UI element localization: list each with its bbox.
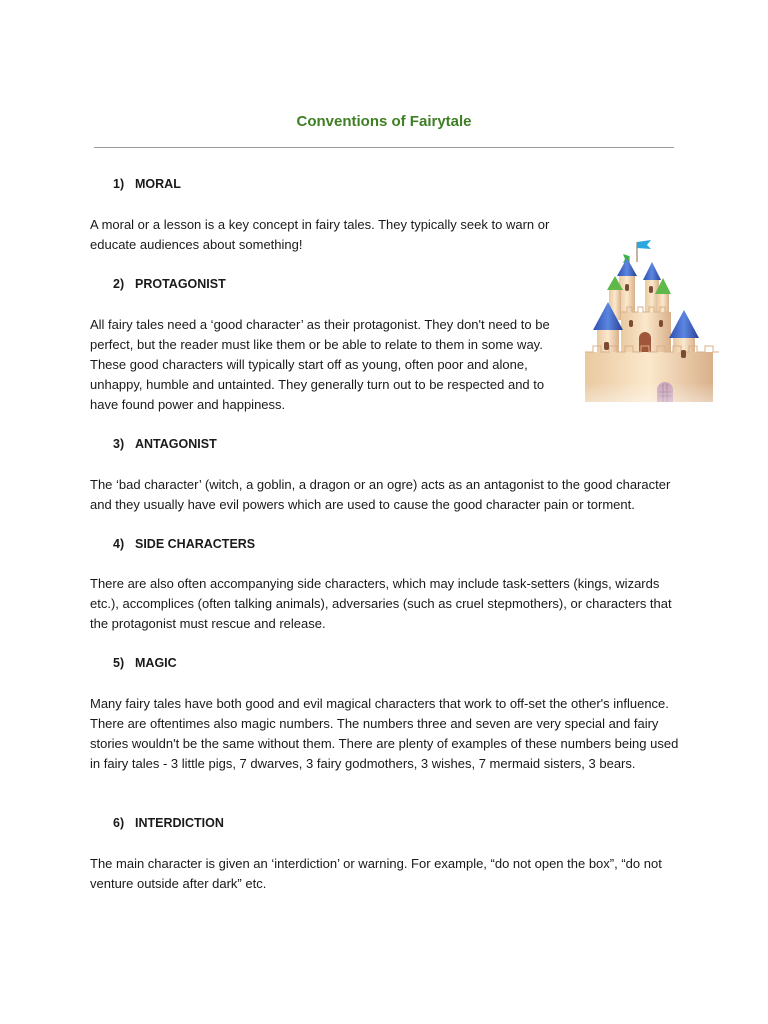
heading-number: 5) (113, 656, 125, 670)
heading-label: INTERDICTION (135, 816, 224, 830)
document-title: Conventions of Fairytale (296, 113, 472, 130)
heading-label: MORAL (135, 177, 181, 191)
heading-antagonist (113, 437, 217, 451)
heading-label: SIDE CHARACTERS (135, 537, 256, 551)
paragraph-side-characters: There are also often accompanying side characters, which may include task-setters (kings, wizards etc.), accomplices (often talking animals), adversaries (such as cruel stepmothers), or characters that the protagonist must rescue and release. (90, 576, 672, 631)
heading-label: ANTAGONIST (135, 437, 217, 451)
paragraph-protagonist: All fairy tales need a ‘good character’ as their protagonist. They don't need to be perfect, but the reader must like them or be able to relate to them in some way. These good characters will typically start off as young, often poor and alone, unhappy, humble and untainted. They generally turn out to be respected and to have found power and happiness. (90, 317, 550, 412)
heading-side-characters (113, 537, 255, 551)
heading-moral (113, 177, 181, 191)
heading-label: MAGIC (135, 656, 177, 670)
heading-magic (113, 656, 177, 670)
heading-number: 4) (113, 537, 125, 551)
heading-interdiction (113, 816, 224, 830)
heading-label: PROTAGONIST (135, 277, 226, 291)
heading-protagonist (113, 277, 226, 291)
heading-number: 3) (113, 437, 125, 451)
heading-number: 1) (113, 177, 125, 191)
title-divider (94, 147, 674, 148)
heading-number: 2) (113, 277, 125, 291)
paragraph-moral: A moral or a lesson is a key concept in fairy tales. They typically seek to warn or educate audiences about something! (90, 217, 550, 252)
paragraph-magic: Many fairy tales have both good and evil magical characters that work to off-set the other's influence. There are oftentimes also magic numbers. The numbers three and seven are very special and fairy stories wouldn't be the same without them. There are plenty of examples of these numbers being used in fairy tales - 3 little pigs, 7 dwarves, 3 fairy godmothers, 3 wishes, 7 mermaid sisters, 3 bears. (90, 696, 679, 771)
paragraph-interdiction: The main character is given an ‘interdiction’ or warning. For example, “do not open the box”, “do not venture outside after dark” etc. (90, 856, 662, 891)
paragraph-antagonist: The ‘bad character’ (witch, a goblin, a dragon or an ogre) acts as an antagonist to the good character and they usually have evil powers which are used to cause the good character pain or torment. (90, 477, 671, 512)
heading-number: 6) (113, 816, 125, 830)
castle-illustration (579, 232, 719, 428)
